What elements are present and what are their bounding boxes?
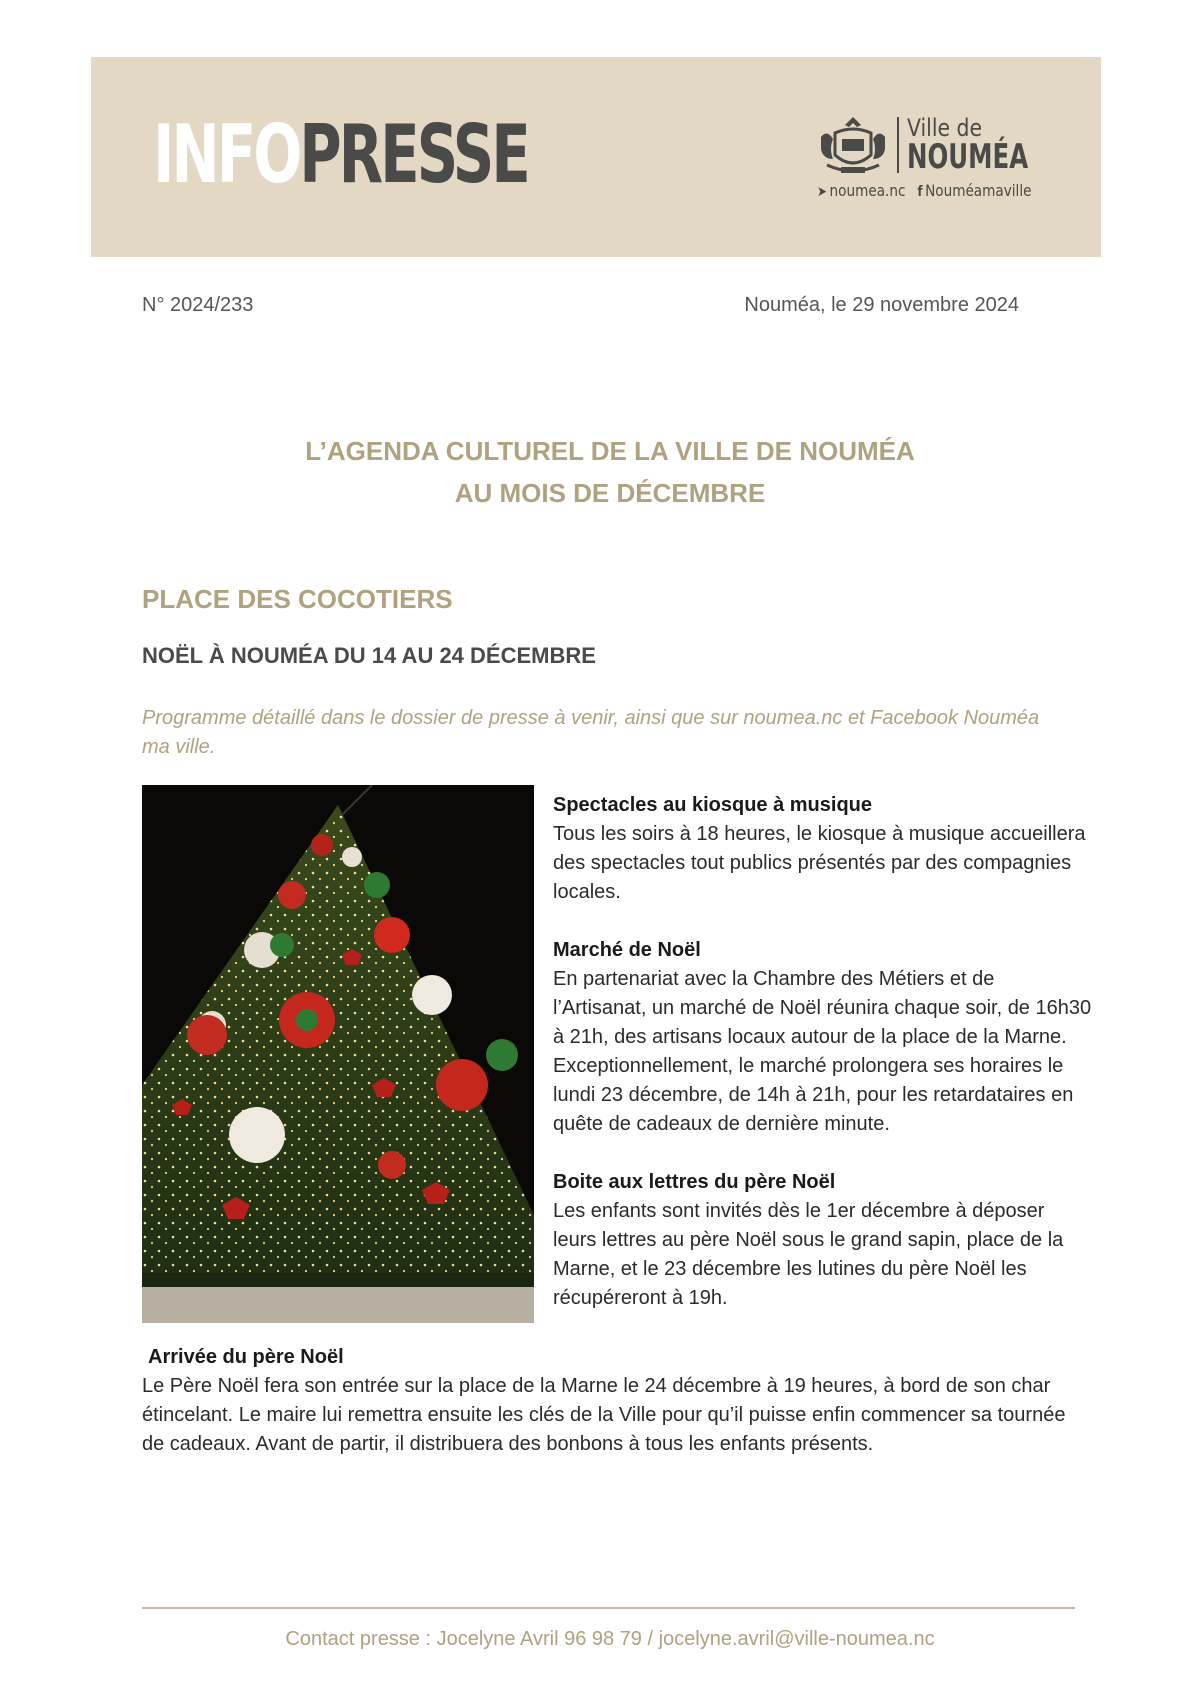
title-presse: PRESSE	[299, 108, 528, 201]
facebook-link[interactable]: Nouméamaville	[925, 181, 1032, 200]
press-number: N° 2024/233	[142, 294, 254, 316]
logo-ville-de: Ville de	[907, 114, 983, 142]
logo-city-name: NOUMÉA	[907, 137, 1029, 177]
title-info: INFO	[153, 108, 300, 201]
event-kiosque	[553, 791, 1093, 907]
send-arrow-icon: ➤	[817, 184, 827, 200]
event-marche	[553, 936, 1093, 1139]
event-heading: Marché de Noël	[553, 939, 701, 961]
press-contact: Contact presse : Jocelyne Avril 96 98 79 / jocelyne.avril@ville-noumea.nc	[285, 1628, 935, 1650]
event-heading: Boite aux lettres du père Noël	[553, 1171, 836, 1193]
christmas-tree-image	[142, 785, 534, 1323]
document-title	[0, 430, 1192, 514]
infopresse-title	[153, 105, 528, 205]
section-intro: Programme détaillé dans le dossier de presse à venir, ainsi que sur noumea.nc et Facebook Nouméa ma ville.	[142, 707, 1040, 758]
event-text: En partenariat avec la Chambre des Métiers et de l’Artisanat, un marché de Noël réunira chaque soir, de 16h30 à 21h, des artisans locaux autour de la place de la Marne. Exceptionnellement, le marché prolongera ses horaires le lundi 23 décembre, de 14h à 21h, pour les retardataires en quête de cadeaux de dernière minute.	[553, 968, 1092, 1135]
event-heading: Spectacles au kiosque à musique	[553, 794, 873, 816]
events-column	[553, 791, 1093, 1342]
event-text: Les enfants sont invités dès le 1er décembre à déposer leurs lettres au père Noël sous le grand sapin, place de la Marne, et le 23 décembre les lutines du père Noël les récupéreront à 19h.	[553, 1200, 1064, 1309]
footer-divider	[142, 1607, 1075, 1609]
section-subtitle: NOËL À NOUMÉA DU 14 AU 24 DÉCEMBRE	[142, 643, 596, 668]
facebook-icon: f	[917, 184, 923, 200]
christmas-tree-photo	[142, 785, 534, 1323]
arrival-text: Le Père Noël fera son entrée sur la place de la Marne le 24 décembre à 19 heures, à bord de son char étincelant. Le maire lui remettra ensuite les clés de la Ville pour qu’il puisse enfin commencer sa tournée de cadeaux. Avant de partir, il distribuera des bonbons à tous les enfants présents.	[142, 1375, 1066, 1455]
title-line-1: L’AGENDA CULTUREL DE LA VILLE DE NOUMÉA	[305, 436, 915, 466]
city-crest-icon	[815, 115, 891, 181]
logo-divider	[897, 117, 899, 173]
event-boite-lettres	[553, 1168, 1093, 1313]
event-text: Tous les soirs à 18 heures, le kiosque à musique accueillera des spectacles tout publics présentés par des compagnies locales.	[553, 823, 1086, 903]
section-title: PLACE DES COCOTIERS	[142, 584, 453, 614]
header-banner	[91, 57, 1101, 257]
event-arrivee	[142, 1343, 1082, 1459]
ville-noumea-logo	[815, 115, 1055, 205]
logo-links	[817, 181, 1031, 200]
website-link[interactable]: noumea.nc	[829, 181, 906, 200]
arrival-heading: Arrivée du père Noël	[148, 1346, 344, 1368]
title-line-2: AU MOIS DE DÉCEMBRE	[454, 478, 766, 508]
place-date: Nouméa, le 29 novembre 2024	[744, 294, 1019, 316]
